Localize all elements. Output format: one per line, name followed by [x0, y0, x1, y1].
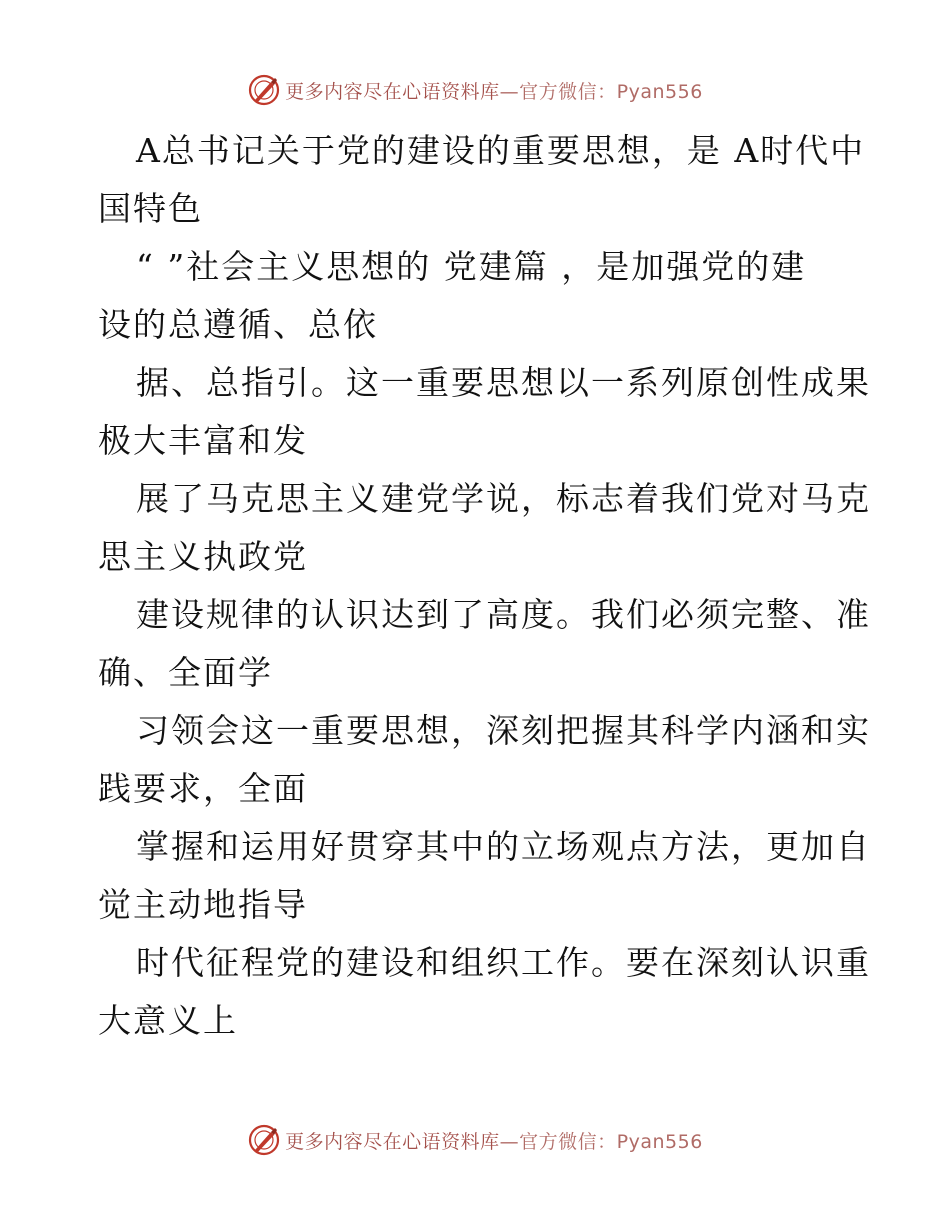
- text-line: 极大丰富和发: [98, 421, 308, 460]
- banner-wechat-id: —官方微信：Pyan556: [499, 80, 703, 103]
- pen-nib-logo-icon: [247, 1123, 281, 1157]
- banner-title: 更多内容尽在心语资料库: [285, 1130, 500, 1153]
- text-line: 设的总遵循、总依: [98, 305, 378, 344]
- text-line: 大意义上: [98, 1001, 238, 1040]
- footer-banner: [0, 1120, 950, 1160]
- text-line: 国特色: [98, 189, 203, 228]
- text-line: 据、总指引。这一重要思想以一系列原创性成果: [136, 363, 871, 402]
- banner-wechat-id: —官方微信：Pyan556: [499, 1130, 703, 1153]
- banner-title: 更多内容尽在心语资料库: [285, 80, 500, 103]
- text-line: 习领会这一重要思想，深刻把握其科学内涵和实: [136, 711, 871, 750]
- text-line: 展了马克思主义建党学说，标志着我们党对马克: [136, 479, 871, 518]
- text-line: 确、全面学: [98, 653, 273, 692]
- text-line: 掌握和运用好贯穿其中的立场观点方法，更加自: [136, 827, 871, 866]
- document-body: [98, 122, 871, 1050]
- text-line: 时代征程党的建设和组织工作。要在深刻认识重: [136, 943, 871, 982]
- header-banner: [0, 70, 950, 110]
- text-line: 觉主动地指导: [98, 885, 308, 924]
- text-line: 践要求，全面: [98, 769, 308, 808]
- text-line: 思主义执政党: [98, 537, 308, 576]
- text-line: A总书记关于党的建设的重要思想，是 A时代中: [136, 131, 866, 170]
- text-line: “ ”社会主义思想的 党建篇 ，是加强党的建: [136, 247, 807, 286]
- text-line: 建设规律的认识达到了高度。我们必须完整、准: [136, 595, 871, 634]
- pen-nib-logo-icon: [247, 73, 281, 107]
